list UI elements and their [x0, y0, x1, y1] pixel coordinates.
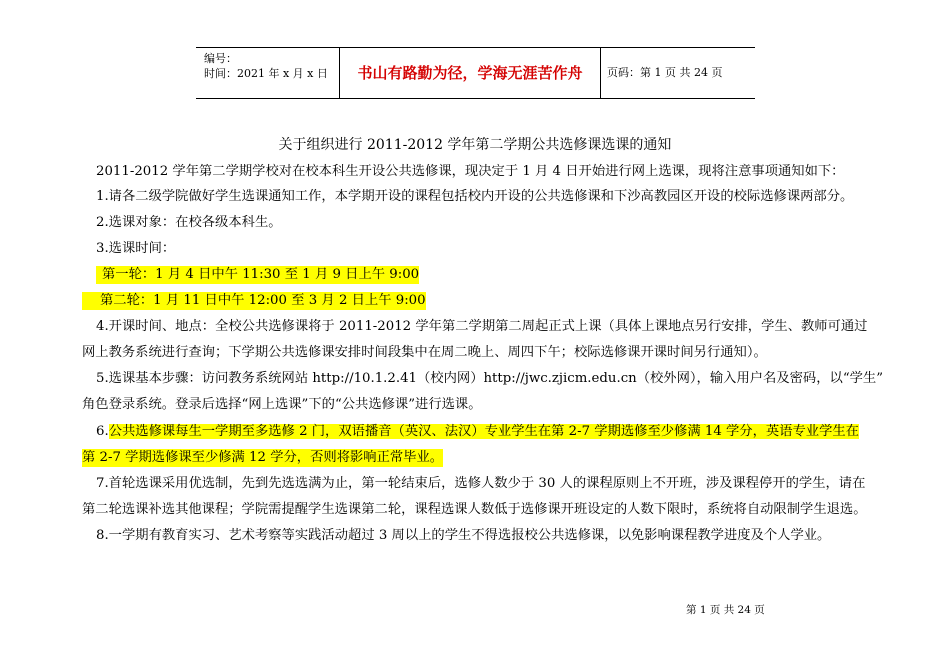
item-6-highlight-1: 公共选修课每生一学期至多选修 2 门，双语播音（英汉、法汉）专业学生在第 2-7 学期选修至少修满 14 学分，英语专业学生在: [108, 424, 859, 439]
document-title: 关于组织进行 2011-2012 学年第二学期公共选修课选课的通知: [278, 137, 672, 153]
motto: 书山有路勤为径，学海无涯苦作舟: [357, 64, 583, 82]
page-code: 页码：第 1 页 共 24 页: [607, 66, 723, 79]
number-label: 编号：: [204, 52, 237, 65]
round-2-time: 第二轮：1 月 11 日中午 12:00 至 3 月 2 日上午 9:00: [82, 292, 426, 310]
item-6-line-2: 第 2-7 学期选修课至少修满 12 学分，否则将影响正常毕业。: [82, 450, 444, 465]
item-4-line-1: 4.开课时间、地点：全校公共选修课将于 2011-2012 学年第二学期第二周起正式上课（具体上课地点另行安排，学生、教师可通过: [96, 319, 868, 334]
intro-paragraph: 2011-2012 学年第二学期学校对在校本科生开设公共选修课，现决定于 1 月 4 日开始进行网上选课，现将注意事项通知如下：: [96, 164, 845, 179]
header-right-cell: [601, 48, 755, 98]
item-1: 1.请各二级学院做好学生选课通知工作，本学期开设的课程包括校内开设的公共选修课和下沙高教园区开设的校际选修课两部分。: [96, 189, 854, 204]
item-6-line-1: [96, 423, 859, 441]
item-7-line-1: 7.首轮选课采用优选制，先到先选选满为止，第一轮结束后，选修人数少于 30 人的课程原则上不开班，涉及课程停开的学生，请在: [96, 476, 866, 491]
header-left-cell: [196, 48, 339, 98]
item-2: 2.选课对象：在校各级本科生。: [96, 215, 282, 230]
item-7-line-2: 第二轮选课补选其他课程；学院需提醒学生选课第二轮，课程选课人数低于选修课开班设定的人数下限时，系统将自动限制学生退选。: [82, 502, 867, 517]
page-footer: 第 1 页 共 24 页: [686, 604, 765, 616]
item-3: 3.选课时间：: [96, 241, 176, 256]
round-1-time: 第一轮：1 月 4 日中午 11:30 至 1 月 9 日上午 9:00: [96, 266, 419, 284]
time-label: 时间：2021 年 x 月 x 日: [204, 67, 328, 80]
item-5-line-1: 5.选课基本步骤：访问教务系统网站 http://10.1.2.41（校内网）http://jwc.zjicm.edu.cn（校外网），输入用户名及密码，以“学生”: [96, 371, 884, 386]
item-5-line-2: 角色登录系统。登录后选择“网上选课”下的“公共选修课”进行选课。: [82, 397, 482, 412]
document-header: [196, 47, 755, 99]
item-6-number: 6.: [96, 424, 109, 439]
item-8: 8.一学期有教育实习、艺术考察等实践活动超过 3 周以上的学生不得选报校公共选修课，以免影响课程教学进度及个人学业。: [96, 528, 831, 543]
header-middle-cell: [339, 48, 601, 98]
item-4-line-2: 网上教务系统进行查询；下学期公共选修课安排时间段集中在周二晚上、周四下午；校际选修课开课时间另行通知）。: [82, 345, 767, 360]
